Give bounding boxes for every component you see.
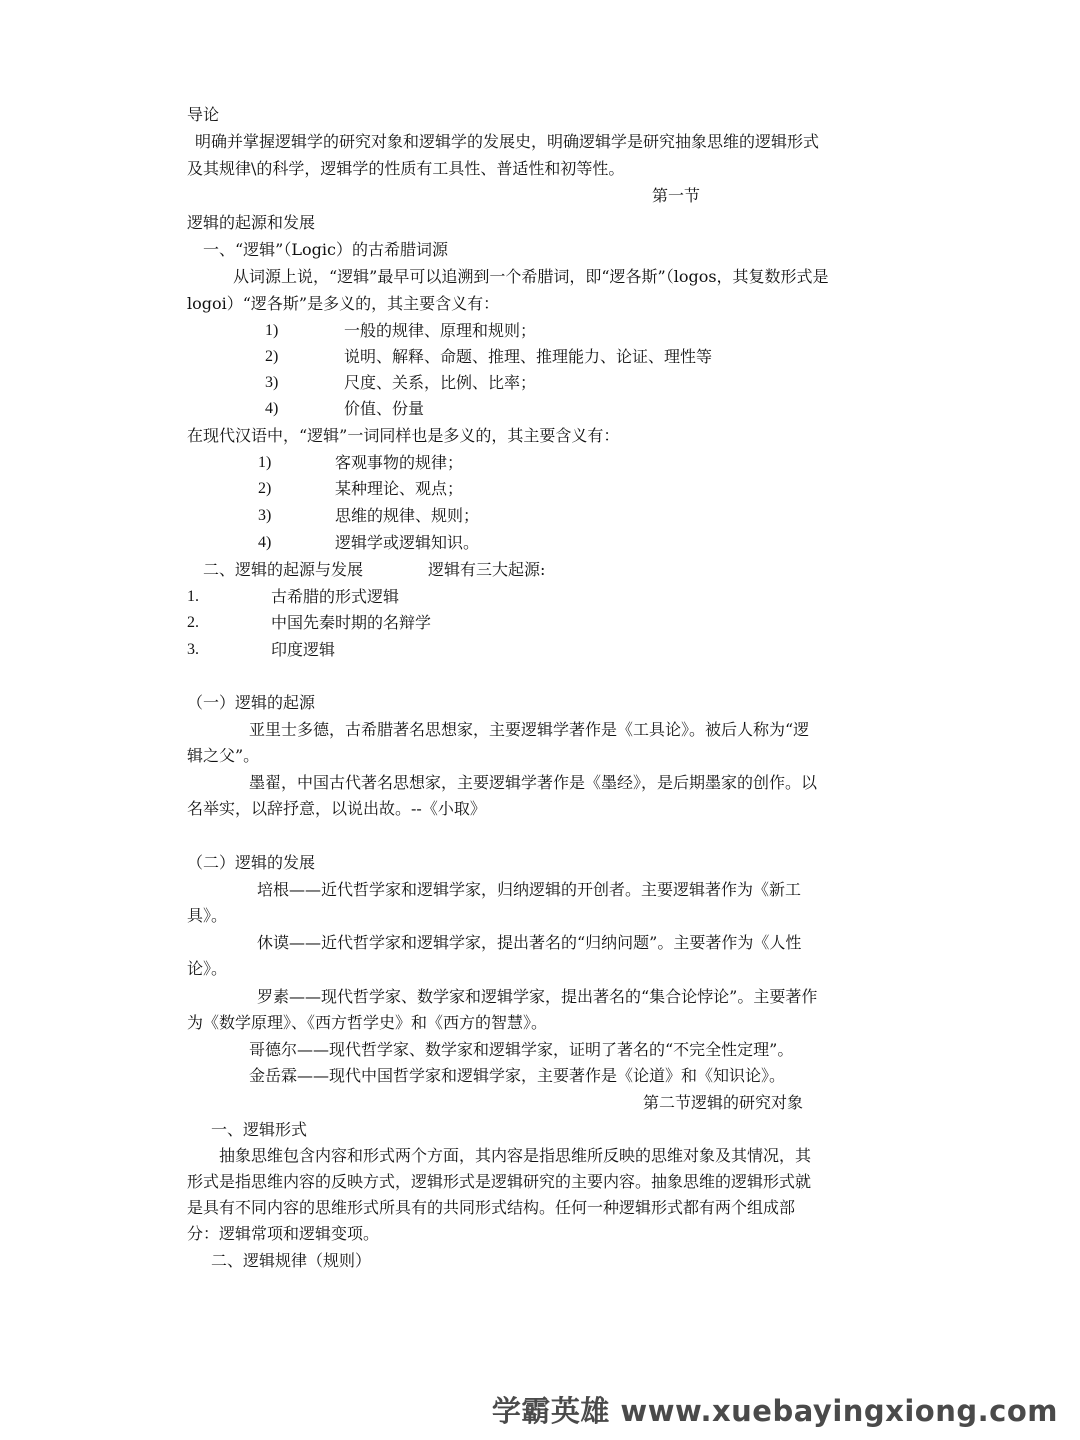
list-item: 说明、解释、命题、推理、推理能力、论证、理性等 <box>344 347 713 366</box>
list-number: 3) <box>265 374 279 391</box>
etymology-paragraph-line: 从词源上说，“逻辑”最早可以追溯到一个希腊词，即“逻各斯”（logos，其复数形式是 <box>233 267 829 286</box>
list-item: 一般的规律、原理和规则； <box>344 321 537 340</box>
mozi-paragraph-line: 名举实，以辞抒意，以说出故。--《小取》 <box>187 799 486 818</box>
jin-line: 金岳霖——现代中国哲学家和逻辑学家，主要著作是《论道》和《知识论》。 <box>249 1066 786 1085</box>
russell-paragraph-line: 为《数学原理》、《西方哲学史》和《西方的智慧》。 <box>187 1013 548 1032</box>
form-paragraph-line: 分：逻辑常项和逻辑变项。 <box>187 1224 380 1243</box>
bacon-paragraph-line: 具》。 <box>187 906 228 925</box>
etymology-paragraph-line: logoi）“逻各斯”是多义的，其主要含义有： <box>187 294 500 313</box>
heading-etymology: 一、“逻辑”（Logic）的古希腊词源 <box>203 240 448 259</box>
subheading-origin: （一）逻辑的起源 <box>187 693 316 712</box>
russell-paragraph-line: 罗素——现代哲学家、数学家和逻辑学家，提出著名的“集合论悖论”。主要著作 <box>257 987 818 1006</box>
list-number: 3) <box>258 507 272 524</box>
list-number: 2. <box>187 614 199 631</box>
list-number: 2) <box>258 480 272 497</box>
heading-origin-note: 逻辑有三大起源: <box>428 560 546 579</box>
godel-line: 哥德尔——现代哲学家、数学家和逻辑学家，证明了著名的“不完全性定理”。 <box>249 1040 794 1059</box>
watermark: 学霸英雄 www.xuebayingxiong.com <box>491 1394 1058 1428</box>
list-item: 古希腊的形式逻辑 <box>271 587 400 606</box>
list-item: 某种理论、观点； <box>335 479 464 498</box>
list-item: 价值、份量 <box>344 399 425 418</box>
heading-logical-form: 一、逻辑形式 <box>211 1120 308 1139</box>
hume-paragraph-line: 论》。 <box>187 959 228 978</box>
list-item: 思维的规律、规则； <box>335 506 480 525</box>
list-item: 尺度、关系，比例、比率； <box>344 373 537 392</box>
intro-paragraph-line: 明确并掌握逻辑学的研究对象和逻辑学的发展史，明确逻辑学是研究抽象思维的逻辑形式 <box>195 132 820 151</box>
intro-paragraph-line: 及其规律\的科学，逻辑学的性质有工具性、普适性和初等性。 <box>187 159 625 178</box>
form-paragraph-line: 抽象思维包含内容和形式两个方面，其内容是指思维所反映的思维对象及其情况，其 <box>219 1146 812 1165</box>
list-number: 1. <box>187 588 199 605</box>
list-number: 2) <box>265 348 279 365</box>
list-item: 中国先秦时期的名辩学 <box>271 613 432 632</box>
section-title: 逻辑的起源和发展 <box>187 213 316 232</box>
list-number: 1) <box>265 322 279 339</box>
list-number: 4) <box>258 534 272 551</box>
list-item: 印度逻辑 <box>271 640 336 659</box>
hume-paragraph-line: 休谟——近代哲学家和逻辑学家，提出著名的“归纳问题”。主要著作为《人性 <box>257 933 802 952</box>
mozi-paragraph-line: 墨翟，中国古代著名思想家，主要逻辑学著作是《墨经》，是后期墨家的创作。以 <box>249 773 818 792</box>
form-paragraph-line: 形式是指思维内容的反映方式，逻辑形式是逻辑研究的主要内容。抽象思维的逻辑形式就 <box>187 1172 812 1191</box>
subheading-development: （二）逻辑的发展 <box>187 853 316 872</box>
bacon-paragraph-line: 培根——近代哲学家和逻辑学家，归纳逻辑的开创者。主要逻辑著作为《新工 <box>257 880 802 899</box>
form-paragraph-line: 是具有不同内容的思维形式所具有的共同形式结构。任何一种逻辑形式都有两个组成部 <box>187 1198 796 1217</box>
list-number: 4) <box>265 400 279 417</box>
aristotle-paragraph-line: 亚里士多德，古希腊著名思想家，主要逻辑学著作是《工具论》。被后人称为“逻 <box>249 720 810 739</box>
list-item: 客观事物的规律； <box>335 453 464 472</box>
heading-logical-rules: 二、逻辑规律（规则） <box>211 1251 372 1270</box>
intro-title: 导论 <box>187 105 220 124</box>
list-number: 3. <box>187 641 199 658</box>
list-number: 1) <box>258 454 272 471</box>
section-title: 第二节逻辑的研究对象 <box>643 1093 804 1112</box>
modern-intro: 在现代汉语中，“逻辑”一词同样也是多义的，其主要含义有： <box>187 426 620 445</box>
list-item: 逻辑学或逻辑知识。 <box>335 533 480 552</box>
heading-origin: 二、逻辑的起源与发展 <box>203 560 364 579</box>
section-label: 第一节 <box>652 186 701 205</box>
aristotle-paragraph-line: 辑之父”。 <box>187 746 260 765</box>
